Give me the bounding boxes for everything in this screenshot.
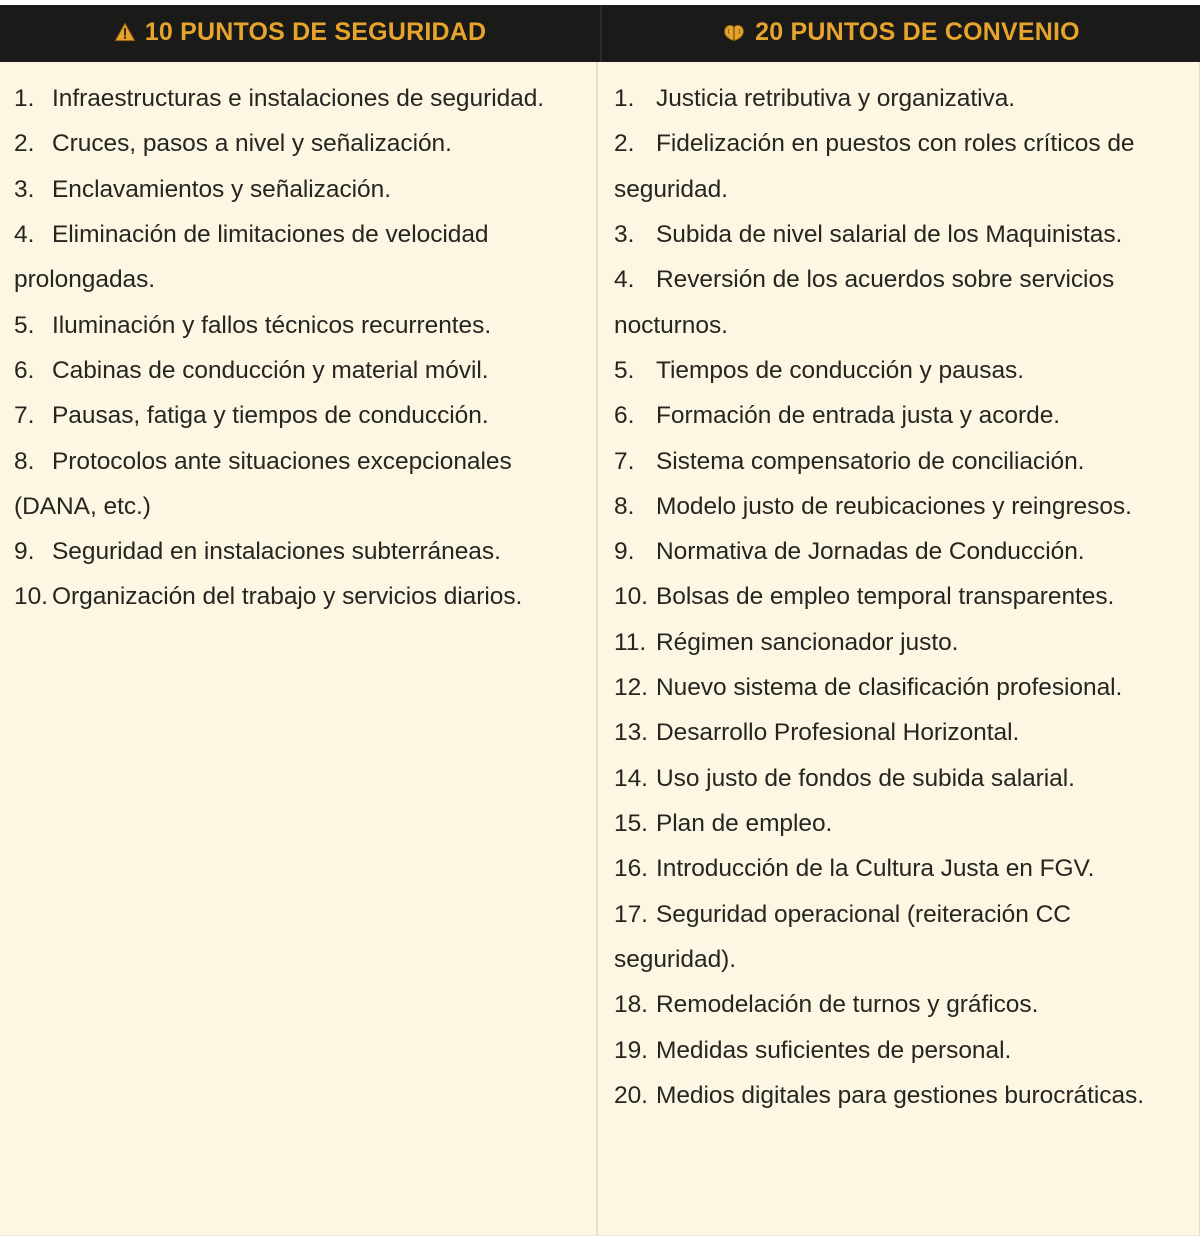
list-item-text: Normativa de Jornadas de Conducción. (656, 538, 1085, 566)
list-item (614, 1028, 1185, 1073)
list-item-text: Subida de nivel salarial de los Maquinistas. (656, 220, 1123, 248)
list-item (614, 756, 1185, 801)
list-item-text: Pausas, fatiga y tiempos de conducción. (52, 402, 489, 430)
list-item-number: 10. (14, 583, 48, 611)
list-item (14, 393, 582, 438)
list-item (614, 76, 1185, 121)
list-item-text: Seguridad en instalaciones subterráneas. (52, 538, 501, 566)
list-item (14, 574, 582, 619)
list-item-text: Cruces, pasos a nivel y señalización. (52, 130, 452, 158)
column-header-label: 10 PUNTOS DE SEGURIDAD (144, 18, 487, 46)
list-item-text: Introducción de la Cultura Justa en FGV. (656, 855, 1095, 883)
list-item (614, 846, 1185, 891)
list-item-number: 10. (614, 583, 648, 611)
list-item (614, 393, 1185, 438)
list-item (14, 167, 582, 212)
list-item-number: 17. (614, 900, 648, 928)
list-item-text: Nuevo sistema de clasificación profesional. (656, 674, 1123, 702)
list-item-text: Eliminación de limitaciones de velocidad prolongadas. (14, 220, 489, 294)
list-item-number: 8. (14, 447, 35, 475)
column-header-convenio (600, 5, 1200, 62)
list-item-number: 15. (614, 810, 648, 837)
list-item-number: 19. (614, 1036, 648, 1064)
list-item-number: 6. (614, 402, 635, 430)
list-item-text: Seguridad operacional (reiteración CC seguridad). (614, 900, 1071, 973)
list-item-number: 8. (614, 492, 635, 520)
list-item-number: 5. (614, 356, 635, 384)
list-item-number: 6. (14, 356, 35, 384)
list-item-number: 3. (14, 175, 35, 203)
list-item (614, 665, 1185, 710)
list-item-text: Plan de empleo. (656, 810, 833, 837)
table-header-row (0, 0, 1200, 62)
list-item-number: 14. (614, 764, 648, 792)
list-item (614, 212, 1185, 257)
list-item-number: 4. (14, 220, 35, 248)
column-seguridad-list (0, 62, 596, 1235)
list-item-text: Iluminación y fallos técnicos recurrentes. (52, 311, 492, 339)
list-item-number: 12. (614, 674, 648, 702)
list-item-number: 4. (614, 266, 635, 294)
list-item (614, 484, 1185, 529)
list-item-number: 18. (614, 991, 648, 1019)
list-item (614, 121, 1185, 212)
list-item (614, 439, 1185, 484)
column-header-seguridad (0, 5, 600, 62)
list-item-number: 11. (614, 628, 647, 656)
list-item (614, 801, 1185, 846)
list-item-text: Modelo justo de reubicaciones y reingresos. (656, 492, 1132, 520)
list-item-text: Uso justo de fondos de subida salarial. (656, 764, 1075, 792)
list-item-text: Justicia retributiva y organizativa. (656, 85, 1016, 112)
list-item (614, 574, 1185, 619)
handshake-icon (722, 21, 746, 43)
list-item-number: 3. (614, 220, 635, 248)
list-item-text: Reversión de los acuerdos sobre servicios nocturnos. (614, 266, 1115, 339)
table-body-row (0, 62, 1200, 1236)
list-item (614, 1073, 1185, 1118)
list-item (14, 348, 582, 393)
list-item-text: Infraestructuras e instalaciones de seguridad. (52, 85, 545, 112)
list-item-number: 7. (614, 447, 635, 475)
list-item-text: Sistema compensatorio de conciliación. (656, 447, 1085, 475)
list-item (614, 620, 1185, 665)
warning-triangle-icon (114, 21, 136, 43)
list-item-text: Bolsas de empleo temporal transparentes. (656, 583, 1115, 611)
list-item (614, 710, 1185, 755)
list-item-number: 1. (614, 85, 635, 112)
list-item (14, 303, 582, 348)
list-item (614, 257, 1185, 348)
list-item-text: Cabinas de conducción y material móvil. (52, 356, 489, 384)
list-item-number: 9. (14, 538, 35, 566)
list-item (614, 348, 1185, 393)
list-item-text: Remodelación de turnos y gráficos. (656, 991, 1039, 1019)
list-item-text: Fidelización en puestos con roles críticos de seguridad. (614, 130, 1135, 203)
list-item (14, 76, 582, 121)
list-item-text: Tiempos de conducción y pausas. (656, 356, 1024, 384)
list-item-number: 2. (14, 130, 35, 158)
list-item-number: 16. (614, 855, 648, 883)
list-item-number: 13. (614, 719, 648, 747)
list-item-text: Medios digitales para gestiones burocráticas. (656, 1081, 1145, 1109)
list-item-number: 9. (614, 538, 635, 566)
list-item-text: Enclavamientos y señalización. (52, 175, 391, 203)
list-item-text: Régimen sancionador justo. (656, 628, 959, 656)
list-item-number: 1. (14, 85, 35, 112)
list-item (14, 212, 582, 303)
list-item (614, 982, 1185, 1027)
list-item-number: 2. (614, 130, 635, 158)
list-item-number: 5. (14, 311, 35, 339)
list-item-text: Formación de entrada justa y acorde. (656, 402, 1061, 430)
list-item (14, 529, 582, 574)
list-item-text: Medidas suficientes de personal. (656, 1036, 1012, 1064)
list-item-number: 7. (14, 402, 35, 430)
list-item (614, 529, 1185, 574)
list-item-text: Protocolos ante situaciones excepcionales (DANA, etc.) (14, 447, 512, 520)
list-item (14, 439, 582, 530)
list-item-text: Desarrollo Profesional Horizontal. (656, 719, 1020, 747)
column-convenio-list (596, 62, 1199, 1235)
list-item-text: Organización del trabajo y servicios diarios. (52, 583, 523, 611)
list-item (14, 121, 582, 166)
column-header-label: 20 PUNTOS DE CONVENIO (755, 18, 1080, 46)
list-item (614, 892, 1185, 983)
list-item-number: 20. (614, 1081, 648, 1109)
